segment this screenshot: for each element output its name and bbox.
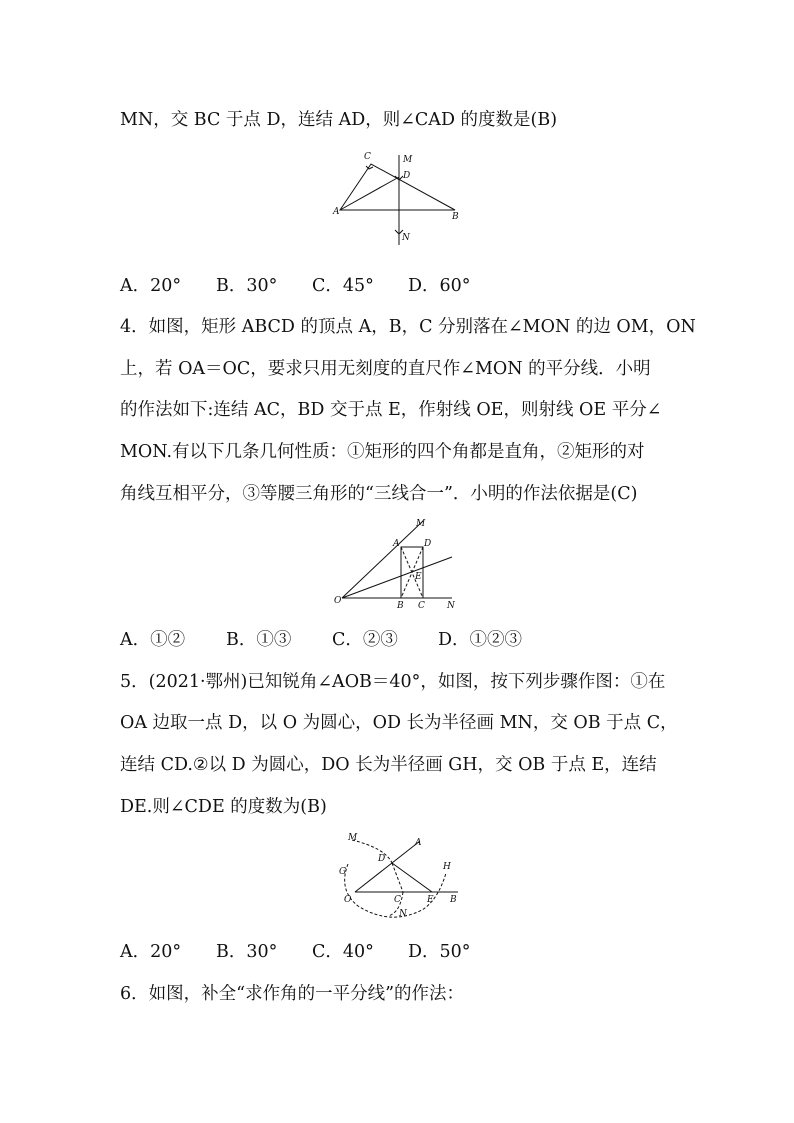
q5-label-h: H (443, 862, 451, 872)
q5-text-line-1: 5．(2021·鄂州)已知锐角∠AOB＝40°，如图，按下列步骤作图：①在 (120, 672, 666, 692)
q4-option-d[interactable]: D．①②③ (438, 630, 523, 650)
q4-text-line-4: MON.有以下几条几何性质：①矩形的四个角都是直角，②矩形的对 (120, 442, 645, 462)
q5-option-c[interactable]: C．40° (312, 942, 374, 962)
q3-label-d: D (403, 171, 411, 181)
q5-label-m: M (348, 833, 358, 843)
q4-option-a[interactable]: A．①② (120, 630, 186, 650)
q5-arc-mn-upper (352, 840, 392, 863)
q4-option-b[interactable]: B．①③ (226, 630, 292, 650)
q3-option-d[interactable]: D．60° (408, 276, 471, 296)
q5-label-c: C (394, 895, 401, 905)
q3-option-b[interactable]: B．30° (216, 276, 278, 296)
q4-label-m: M (416, 519, 426, 529)
q5-label-e: E (427, 895, 434, 905)
q4-text-line-3: 的作法如下:连结 AC，BD 交于点 E，作射线 OE，则射线 OE 平分∠ (120, 400, 662, 420)
q5-label-a: A (415, 838, 422, 848)
q4-label-c: C (418, 601, 425, 611)
q3-figure (330, 150, 470, 250)
q3-label-n: N (402, 233, 410, 243)
q4-text-line-5: 角线互相平分，③等腰三角形的“三线合一”．小明的作法依据是(C) (120, 484, 638, 504)
q6-text-line-1: 6．如图，补全“求作角的一平分线”的作法： (120, 984, 465, 1004)
q3-triangle-abc (340, 164, 455, 210)
q5-option-a[interactable]: A．20° (120, 942, 182, 962)
q4-label-n: N (447, 601, 455, 611)
q5-text-line-4: DE.则∠CDE 的度数为(B) (120, 797, 327, 817)
q4-ray-om (342, 521, 423, 598)
q4-text-line-2: 上，若 OA＝OC，要求只用无刻度的直尺作∠MON 的平分线．小明 (120, 359, 651, 379)
q4-label-e: E (415, 572, 422, 582)
q5-label-n: N (399, 909, 407, 919)
q5-option-b[interactable]: B．30° (216, 942, 278, 962)
q4-ray-oe (342, 557, 452, 598)
q4-options (120, 628, 522, 652)
q3-option-c[interactable]: C．45° (312, 276, 374, 296)
q4-label-a: A (393, 539, 400, 549)
q5-text-line-3: 连结 CD.②以 D 为圆心，DO 长为半径画 GH，交 OB 于点 E，连结 (120, 755, 657, 775)
q4-option-c[interactable]: C．②③ (332, 630, 398, 650)
q5-ray-oa (355, 841, 420, 892)
q3-label-c: C (364, 152, 371, 162)
q5-options (120, 940, 471, 964)
q4-label-b: B (397, 601, 404, 611)
q3-label-b: B (452, 212, 459, 222)
q5-figure (330, 828, 465, 923)
q3-text-line-1: MN，交 BC 于点 D，连结 AD，则∠CAD 的度数是(B) (120, 110, 558, 130)
q5-label-b: B (450, 895, 457, 905)
q5-label-d: D (378, 854, 386, 864)
q4-label-d: D (424, 539, 432, 549)
q5-label-o: O (344, 895, 352, 905)
q4-label-o: O (334, 596, 342, 606)
q5-label-g: G (339, 867, 347, 877)
q5-option-d[interactable]: D．50° (408, 942, 471, 962)
q3-options (120, 274, 471, 298)
q3-label-a: A (333, 207, 340, 217)
q4-figure (330, 515, 465, 615)
q4-text-line-1: 4．如图，矩形 ABCD 的顶点 A，B，C 分别落在∠MON 的边 OM，ON (120, 317, 696, 337)
q5-text-line-2: OA 边取一点 D，以 O 为圆心，OD 长为半径画 MN，交 OB 于点 C， (120, 713, 678, 733)
q3-segment-ad (340, 177, 399, 210)
q3-option-a[interactable]: A．20° (120, 276, 182, 296)
q3-label-m: M (403, 155, 413, 165)
